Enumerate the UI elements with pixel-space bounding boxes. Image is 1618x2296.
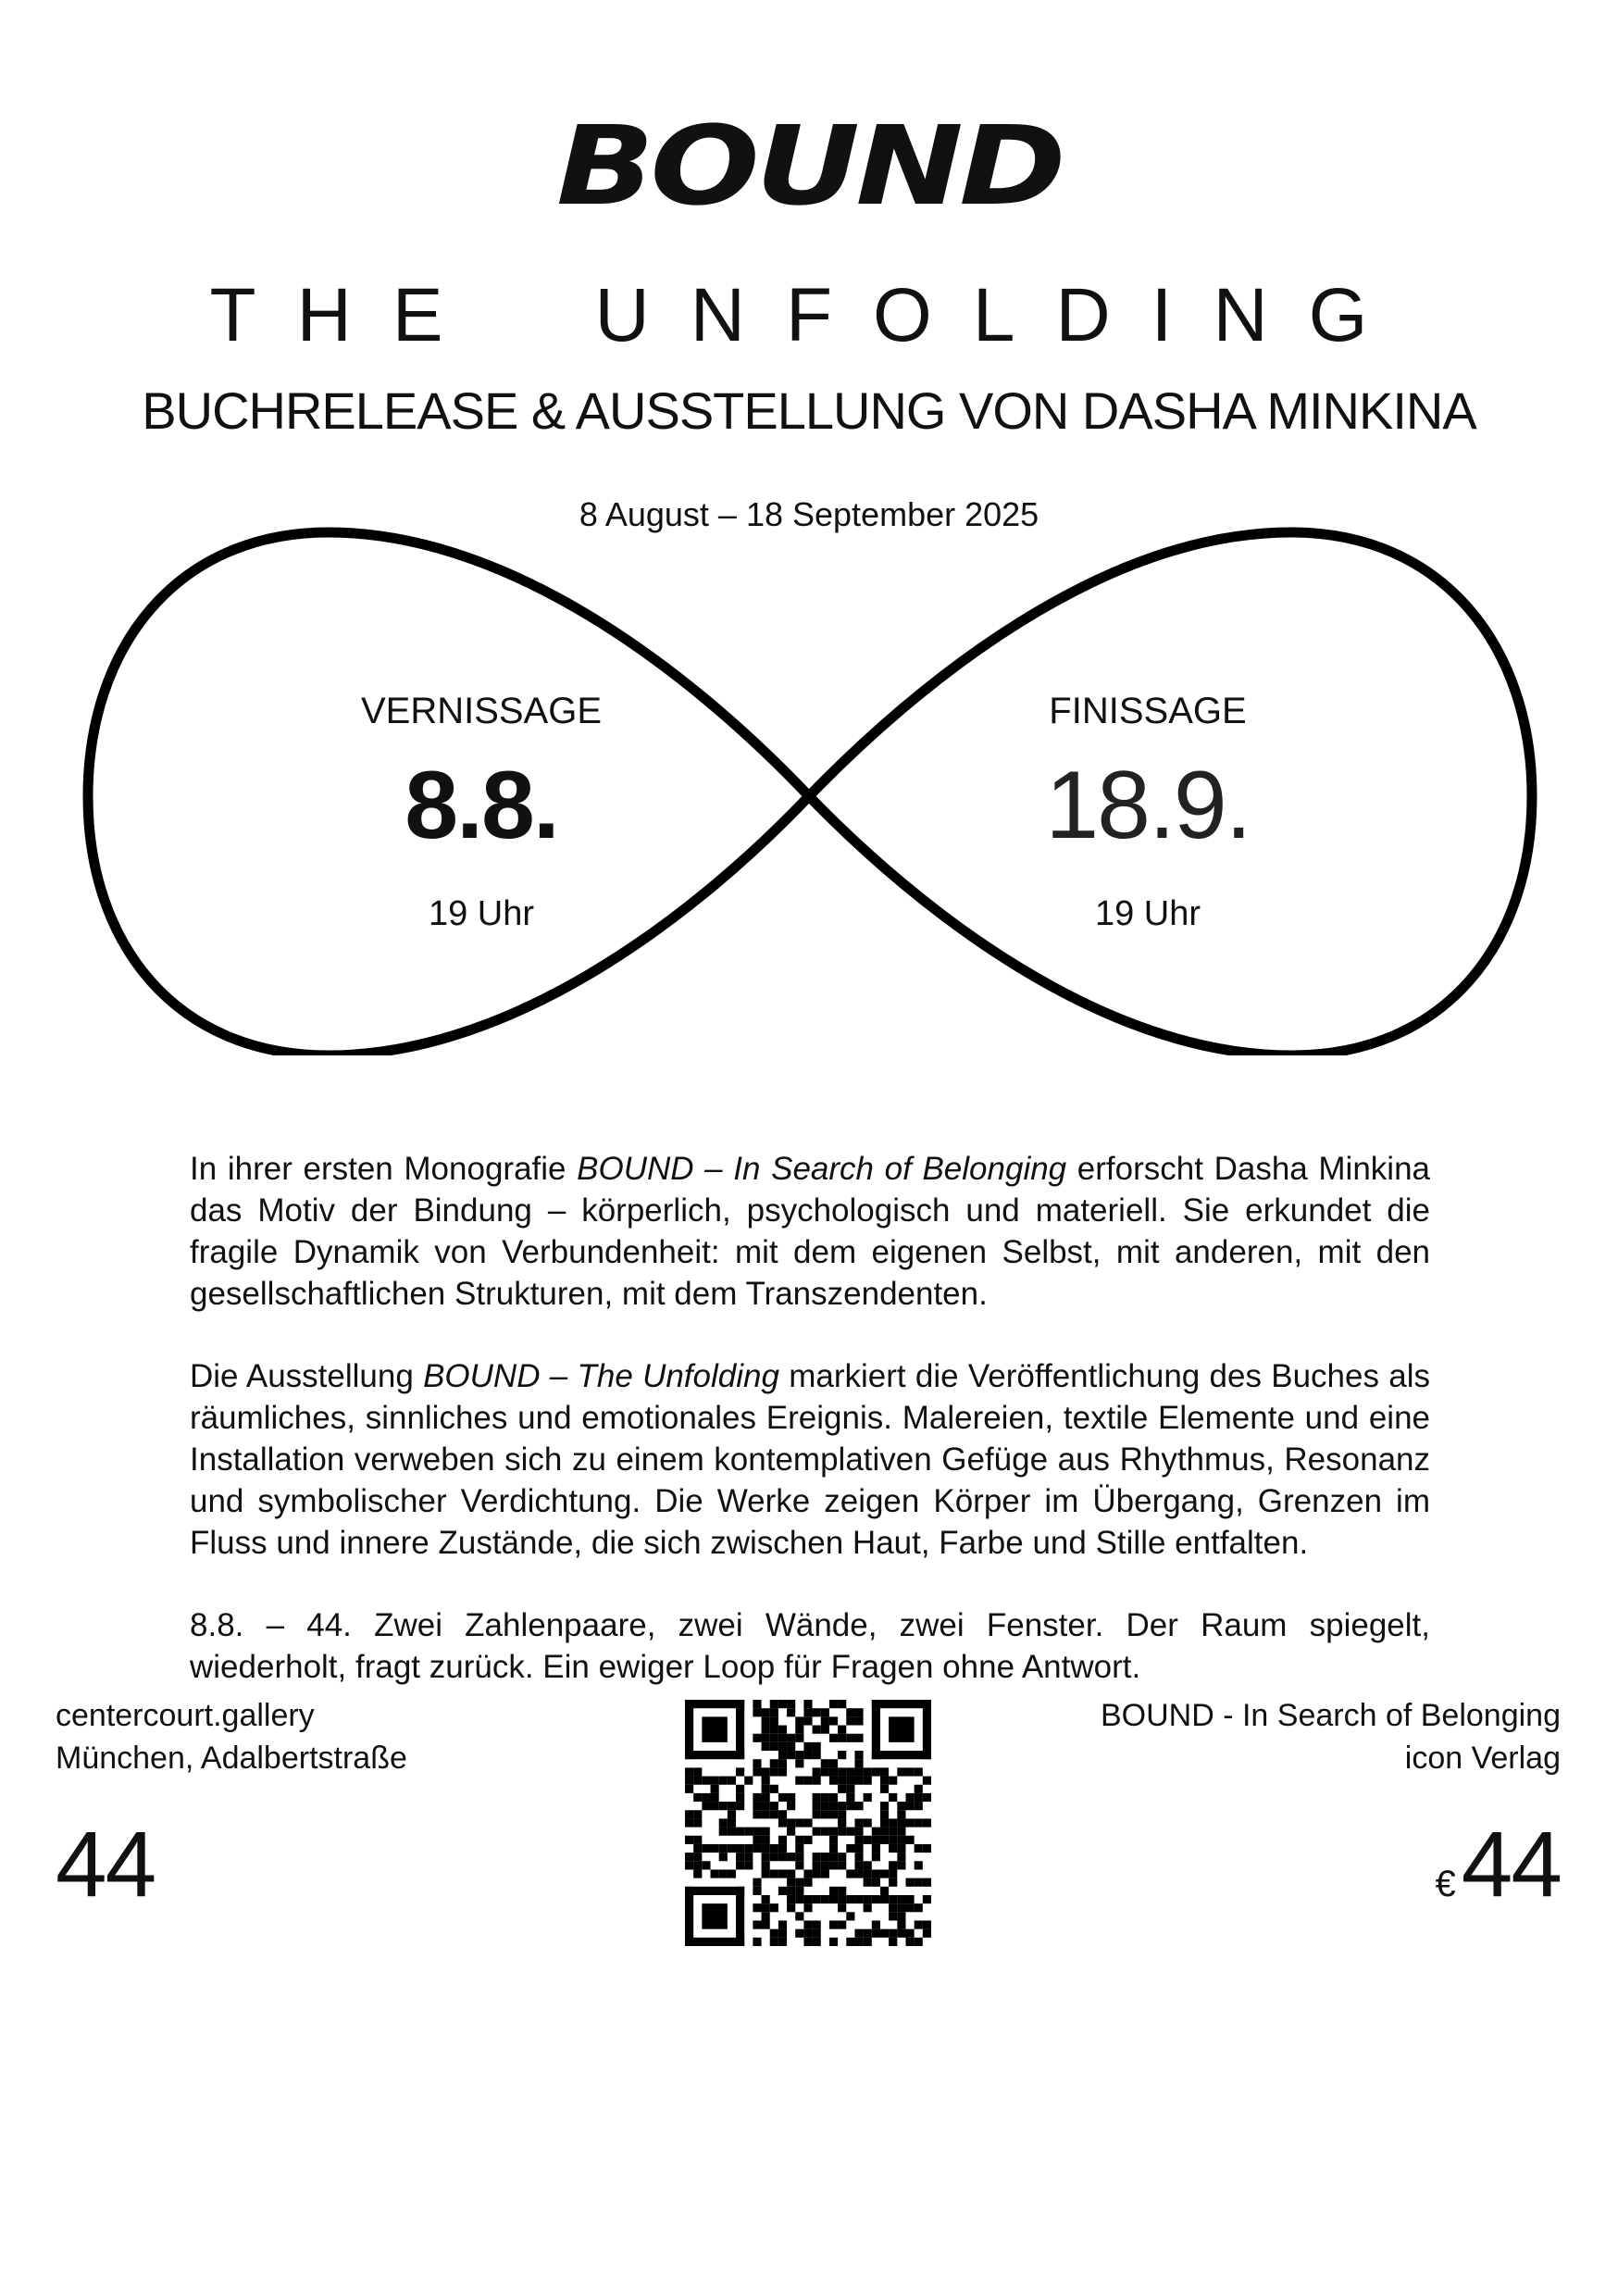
finissage-label: FINISSAGE: [1049, 691, 1247, 731]
euro-sign: €: [1435, 1864, 1456, 1904]
subtitle: BUCHRELEASE & AUSSTELLUNG VON DASHA MINKINA: [142, 381, 1476, 440]
vernissage-date: 8.8.: [404, 752, 558, 859]
vernissage-time: 19 Uhr: [428, 894, 535, 933]
vernissage-label: VERNISSAGE: [360, 691, 603, 731]
gallery-info: [56, 1694, 407, 1916]
page-title: [0, 273, 1618, 357]
finissage-time: 19 Uhr: [1094, 894, 1201, 933]
title-word-unfolding: UNFOLDING: [594, 273, 1409, 357]
gallery-link[interactable]: centercourt.gallery: [56, 1698, 315, 1733]
publisher: icon Verlag: [1404, 1741, 1561, 1776]
gallery-address: München, Adalbertstraße: [56, 1741, 407, 1776]
infinity-symbol: [0, 518, 1618, 1055]
paragraph-2: Die Ausstellung BOUND – The Unfolding markiert die Veröffentlichung des Buches als räumliches, sinnliches und emotionales Ereignis. Malereien, textile Elemente und eine Installation verweben sich zu einem kontemplativen Gefüge aus Rhythmus, Resonanz und symbolischer Verdichtung. Die Werke zeigen Körper im Übergang, Grenzen im Fluss und innere Zustände, die sich zwischen Haut, Farbe und Stille entfalten.: [190, 1358, 1430, 1561]
title-word-the: THE: [209, 273, 484, 357]
bound-logo: BOUND: [555, 102, 1063, 230]
finissage-date: 18.9.: [1045, 752, 1251, 859]
paragraph-3: 8.8. – 44. Zwei Zahlenpaare, zwei Wände, zwei Fenster. Der Raum spiegelt, wiederholt, fragt zurück. Ein ewiger Loop für Fragen ohne Antwort.: [190, 1607, 1430, 1685]
qr-code-icon[interactable]: [685, 1700, 931, 1946]
gallery-number: 44: [56, 1813, 156, 1916]
date-range: 8 August – 18 September 2025: [579, 495, 1039, 533]
book-info: [1100, 1694, 1561, 1916]
price-number: 44: [1461, 1813, 1561, 1916]
paragraph-1: In ihrer ersten Monografie BOUND – In Search of Belonging erforscht Dasha Minkina das Motiv der Bindung – körperlich, psychologisch und materiell. Sie erkundet die fragile Dynamik von Verbundenheit: mit dem eigenen Selbst, mit anderen, mit den gesellschaftlichen Strukturen, mit dem Transzendenten.: [190, 1151, 1430, 1312]
body-text: [190, 1148, 1430, 1728]
book-title: BOUND - In Search of Belonging: [1100, 1698, 1561, 1733]
